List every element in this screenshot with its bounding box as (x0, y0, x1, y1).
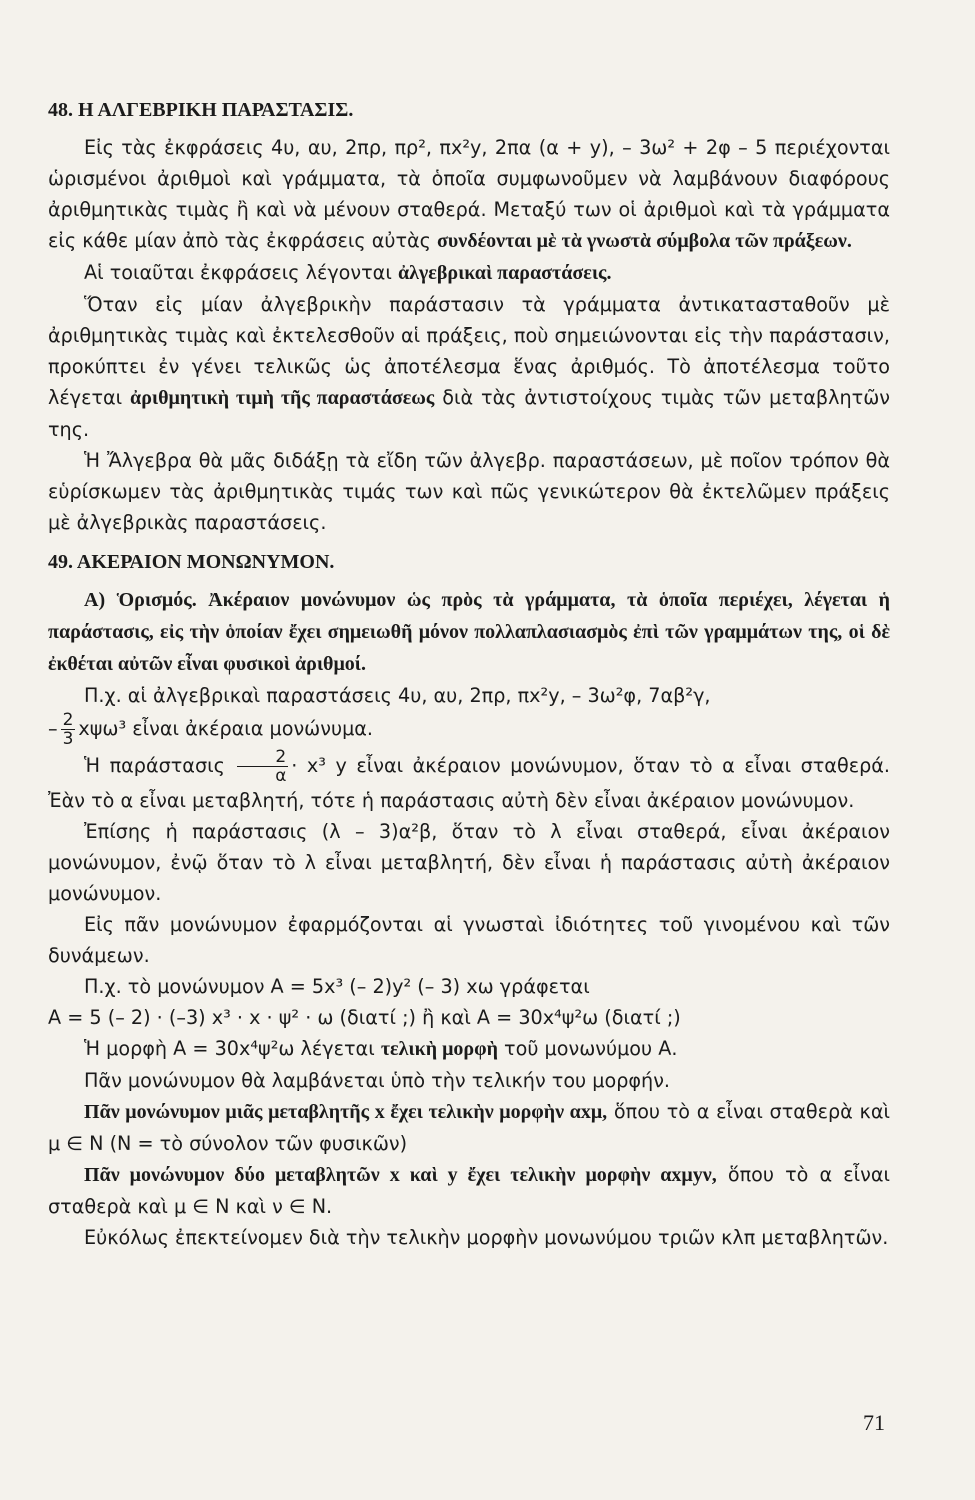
example-constant-alpha: Ἡ παράστασις $\frac{2}{\alpha}$ · x³ y εἶναι ἀκέραιον μονώνυμον, ὅταν τὸ α εἶναι σταθερά. Ἐὰν τὸ α εἶναι μεταβλητή, τότε ἡ παράστασις αὐτὴ δὲν εἶναι ἀκέραιον μονώνυμον. (48, 747, 890, 812)
paragraph-numeric-value: Ὅταν εἰς μίαν ἀλγεβρικὴν παράστασιν τὰ γράμματα ἀντικατασταθοῦν μὲ ἀριθμητικὰς τιμὰς καὶ ἐκτελεσθοῦν αἱ πράξεις, ποὺ σημειώνονται εἰς τὴν παράστασιν, προκύπτει ἐν γένει τελικῶς ὡς ἀποτέλεσμα ἕνας ἀριθμός. Τὸ ἀποτέλεσμα τοῦτο λέγεται ἀριθμητικὴ τιμὴ τῆς παραστάσεως διὰ τὰς ἀντιστοίχους τιμὰς τῶν μεταβλητῶν της. (48, 293, 891, 441)
fraction-two-thirds: $\frac{2}{3}$ (62, 710, 74, 749)
page-number: 71 (863, 1410, 885, 1435)
fraction-two-over-alpha: $\frac{2}{\alpha}$ (237, 748, 288, 785)
section-49-title: 49. ΑΚΕΡΑΙΟΝ ΜΟΝΩΝΥΜΟΝ. (48, 551, 335, 573)
paragraph-expressions: Εἰς τὰς ἐκφράσεις 4υ, αυ, 2πρ, πρ², πx²y, 2πα (α + y), – 3ω² + 2φ – 5 περιέχονται ὡρισμένοι ἀριθμοὶ καὶ γράμματα, τὰ ὁποῖα συμφωνοῦμεν νὰ λαμβάνουν διαφόρους ἀριθμητικὰς τιμὰς ἢ καὶ νὰ μένουν σταθερά. Μεταξύ των οἱ ἀριθμοὶ καὶ τὰ γράμματα εἰς κάθε μίαν ἀπὸ τὰς ἐκφράσεις αὐτὰς συνδέονται μὲ τὰ γνωστὰ σύμβολα τῶν πράξεων. (48, 136, 890, 252)
paragraph-algebra-teaches: Ἡ Ἄλγεβρα θὰ μᾶς διδάξῃ τὰ εἴδη τῶν ἀλγεβρ. παραστάσεων, μὲ ποῖον τρόπον θὰ εὑρίσκωμεν τὰς ἀριθμητικὰς τιμάς των καὶ πῶς γενικώτερον θὰ ἐκτελῶμεν πράξεις μὲ ἀλγεβρικὰς παραστάσεις. (48, 449, 890, 534)
paragraph-one-variable: Πᾶν μονώνυμον μιᾶς μεταβλητῆς x ἔχει τελικὴν μορφὴν αxμ, ὅπου τὸ α εἶναι σταθερὰ καὶ μ ∈ Ν (Ν = τὸ σύνολον τῶν φυσικῶν) (48, 1100, 890, 1155)
bold-algebraic-expressions: ἀλγεβρικαὶ παραστάσεις. (397, 262, 612, 284)
page-content (48, 96, 890, 1253)
paragraph-extension: Εὐκόλως ἐπεκτείνομεν διὰ τὴν τελικὴν μορφὴν μονωνύμου τριῶν κλπ μεταβλητῶν. (84, 1226, 889, 1249)
paragraph-properties: Εἰς πᾶν μονώνυμον ἐφαρμόζονται αἱ γνωσταὶ ἰδιότητες τοῦ γινομένου καὶ τῶν δυνάμεων. (48, 913, 890, 967)
definition-monomial: Α) Ὁρισμός. Ἀκέραιον μονώνυμον ὡς πρὸς τὰ γράμματα, τὰ ὁποῖα περιέχει, λέγεται ἡ παράστασις, εἰς τὴν ὁποίαν ἔχει σημειωθῆ μόνον πολλαπλασιασμὸς ἐπὶ τῶν γραμμάτων της, οἱ δὲ ἐκθέται αὐτῶν εἶναι φυσικοὶ ἀριθμοί. (48, 589, 890, 675)
paragraph-final-form: Ἡ μορφὴ Α = 30x⁴ψ²ω λέγεται τελικὴ μορφὴ τοῦ μονωνύμου Α. (84, 1037, 678, 1060)
example-lambda: Ἐπίσης ἡ παράστασις (λ – 3)α²β, ὅταν τὸ λ εἶναι σταθερά, εἶναι ἀκέραιον μονώνυμον, ἐνῷ ὅταν τὸ λ εἶναι μεταβλητή, δὲν εἶναι ἡ παράστασις αὐτὴ ἀκέραιον μονώνυμον. (48, 820, 890, 905)
paragraph-two-variables: Πᾶν μονώνυμον δύο μεταβλητῶν x καὶ y ἔχει τελικὴν μορφὴν αxμyν, ὅπου τὸ α εἶναι σταθερὰ καὶ μ ∈ Ν καὶ ν ∈ Ν. (48, 1163, 890, 1218)
bold-numeric-value: ἀριθμητικὴ τιμὴ τῆς παραστάσεως (130, 387, 435, 409)
paragraph-definition: Αἱ τοιαῦται ἐκφράσεις λέγονται ἀλγεβρικαὶ παραστάσεις. (84, 261, 612, 284)
paragraph-final-form-rule: Πᾶν μονώνυμον θὰ λαμβάνεται ὑπὸ τὴν τελικήν του μορφήν. (84, 1069, 671, 1092)
example-monomial-A-expanded: Α = 5 (– 2) · (–3) x³ · x · ψ² · ω (διατί ;) ἢ καὶ Α = 30x⁴ψ²ω (διατί ;) (48, 1006, 681, 1029)
bold-final-form: τελικὴ μορφὴ (380, 1038, 498, 1060)
example-monomial-A: Π.χ. τὸ μονώνυμον Α = 5x³ (– 2)y² (– 3) xω γράφεται (84, 975, 590, 998)
bold-operations-phrase: συνδέονται μὲ τὰ γνωστὰ σύμβολα τῶν πράξεων. (437, 230, 852, 252)
section-48-title: 48. Η ΑΛΓΕΒΡΙΚΗ ΠΑΡΑΣΤΑΣΙΣ. (48, 99, 354, 121)
example-monomials-cont: – $\frac{2}{3}$ xψω³ εἶναι ἀκέραια μονώνυμα. (48, 710, 374, 749)
example-monomials: Π.χ. αἱ ἀλγεβρικαὶ παραστάσεις 4υ, αυ, 2πρ, πx²y, – 3ω²φ, 7αβ²γ, (84, 684, 711, 707)
